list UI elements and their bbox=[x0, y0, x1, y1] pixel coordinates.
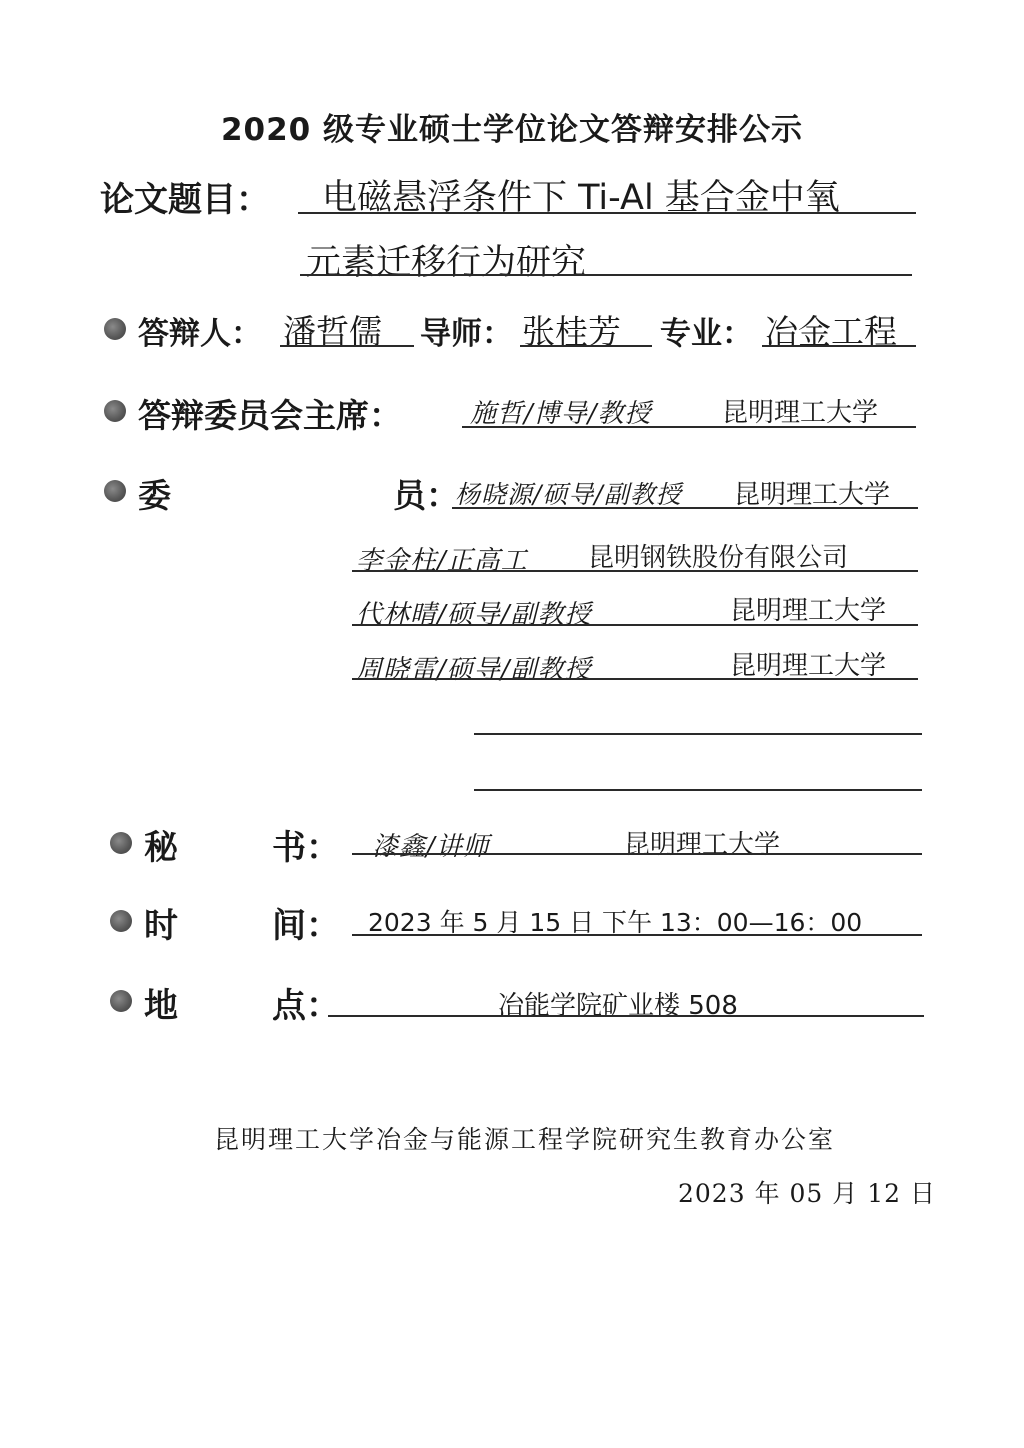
issue-date: 2023 年 05 月 12 日 bbox=[678, 1179, 936, 1208]
place-value: 冶能学院矿业楼 508 bbox=[498, 991, 738, 1021]
members-label-2: 员： bbox=[393, 476, 459, 515]
thesis-underline-1 bbox=[298, 212, 916, 214]
member-name-4: 周晓雷/硕导/副教授 bbox=[356, 655, 592, 685]
chair-label: 答辩委员会主席： bbox=[138, 396, 402, 435]
bullet-icon bbox=[104, 400, 126, 422]
member-org-3: 昆明理工大学 bbox=[730, 596, 887, 626]
place-label-2: 点： bbox=[272, 986, 340, 1026]
member-name-3: 代林晴/硕导/副教授 bbox=[356, 600, 592, 630]
bullet-icon bbox=[104, 480, 126, 502]
chair-name: 施哲/博导/教授 bbox=[470, 399, 652, 429]
member-underline-1 bbox=[452, 507, 918, 509]
thesis-title-line2: 元素迁移行为研究 bbox=[306, 243, 587, 283]
issuing-office: 昆明理工大学冶金与能源工程学院研究生教育办公室 bbox=[214, 1125, 836, 1154]
thesis-underline-2 bbox=[300, 274, 912, 276]
member-underline-3 bbox=[352, 624, 918, 626]
defender-name: 潘哲儒 bbox=[283, 312, 382, 351]
bullet-icon bbox=[104, 318, 126, 340]
chair-underline bbox=[462, 426, 916, 428]
thesis-title-line1: 电磁悬浮条件下 Ti-Al 基合金中氧 bbox=[322, 178, 840, 218]
secretary-name: 漆鑫/讲师 bbox=[372, 832, 490, 862]
member-underline-4 bbox=[352, 678, 918, 680]
page-title: 2020 级专业硕士学位论文答辩安排公示 bbox=[220, 112, 804, 148]
member-name-2: 李金柱/正高工 bbox=[356, 546, 528, 576]
defender-underline bbox=[280, 345, 414, 347]
advisor-underline bbox=[520, 345, 652, 347]
time-label-2: 间： bbox=[272, 906, 340, 946]
members-label-1: 委 bbox=[138, 476, 171, 515]
time-value: 2023 年 5 月 15 日 下午 13：00—16：00 bbox=[368, 908, 863, 937]
place-label-1: 地 bbox=[144, 986, 178, 1026]
secretary-underline bbox=[352, 853, 922, 855]
thesis-label: 论文题目： bbox=[100, 180, 270, 220]
advisor-name: 张桂芳 bbox=[522, 312, 621, 351]
member-name-1: 杨晓源/硕导/副教授 bbox=[455, 480, 682, 509]
defender-label: 答辩人： bbox=[138, 316, 262, 352]
major-name: 冶金工程 bbox=[765, 312, 897, 351]
advisor-label: 导师： bbox=[420, 316, 513, 352]
bullet-icon bbox=[110, 990, 132, 1012]
time-underline bbox=[352, 934, 922, 936]
member-underline-2 bbox=[352, 570, 918, 572]
member-org-1: 昆明理工大学 bbox=[734, 480, 891, 510]
member-org-4: 昆明理工大学 bbox=[730, 651, 887, 681]
blank-underline-2 bbox=[474, 789, 922, 791]
major-label: 专业： bbox=[660, 316, 753, 352]
place-underline bbox=[328, 1015, 924, 1017]
major-underline bbox=[762, 345, 916, 347]
bullet-icon bbox=[110, 910, 132, 932]
secretary-label-1: 秘 bbox=[144, 828, 178, 868]
member-org-2: 昆明钢铁股份有限公司 bbox=[588, 543, 849, 573]
blank-underline-1 bbox=[474, 733, 922, 735]
time-label-1: 时 bbox=[144, 906, 178, 946]
secretary-label-2: 书： bbox=[272, 828, 340, 868]
chair-org: 昆明理工大学 bbox=[722, 398, 879, 428]
secretary-org: 昆明理工大学 bbox=[624, 830, 781, 860]
bullet-icon bbox=[110, 832, 132, 854]
